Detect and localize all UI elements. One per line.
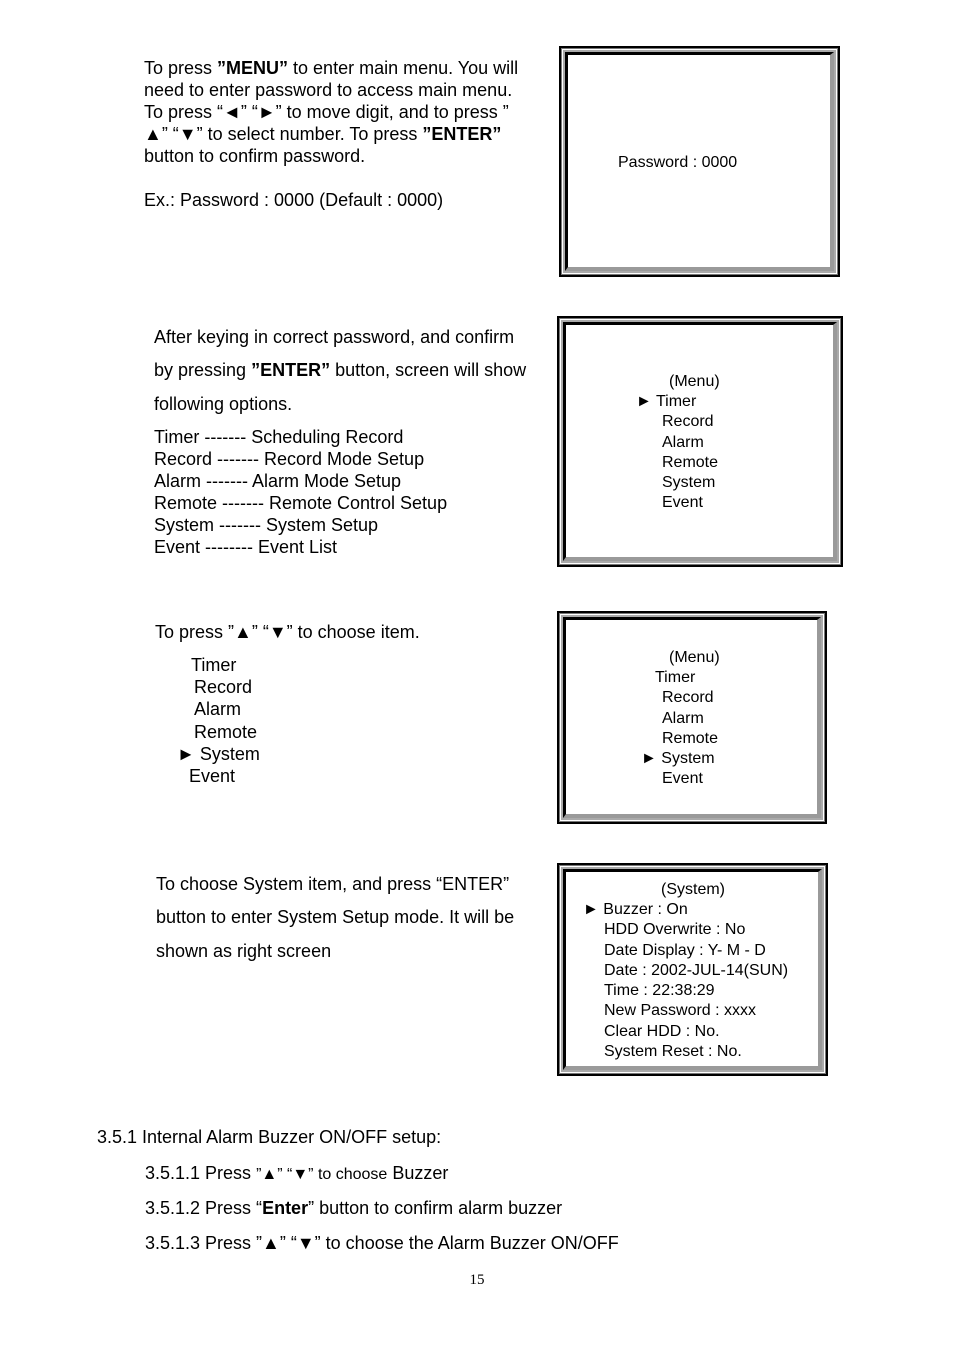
s1-line5: button to confirm password. xyxy=(144,146,366,166)
s3-item-record: Record xyxy=(194,677,253,697)
s2-option-event: Event -------- Event List xyxy=(154,537,338,557)
s5-enter-key: Enter xyxy=(262,1198,309,1218)
s1-line2: need to enter password to access main menu. xyxy=(144,80,513,100)
s5-step2-a: 3.5.1.2 Press “ xyxy=(145,1198,263,1218)
menu-screen-system xyxy=(557,611,827,824)
menu-screen-timer xyxy=(557,316,843,567)
menu-screen-timer-item-system: System xyxy=(662,474,716,491)
s3-item-event: Event xyxy=(189,766,236,786)
s4-line2: button to enter System Setup mode. It will be xyxy=(156,907,515,927)
menu-screen-timer-item-remote: Remote xyxy=(662,454,719,471)
s2-option-remote: Remote ------- Remote Control Setup xyxy=(154,493,448,513)
s1-line3: To press “◄” “►” to move digit, and to press ” xyxy=(144,102,509,122)
s1-menu-key: ”MENU” xyxy=(217,58,289,78)
s5-step2-c: ” button to confirm alarm buzzer xyxy=(308,1198,563,1218)
menu-screen-system-item-alarm: Alarm xyxy=(662,710,704,727)
s1-line4 xyxy=(144,123,501,145)
s2-line2 xyxy=(154,359,526,381)
system-screen-buzzer: ► Buzzer : On xyxy=(583,901,688,918)
s5-step3: 3.5.1.3 Press ”▲” “▼” to choose the Alarm Buzzer ON/OFF xyxy=(145,1233,619,1253)
s3-line1: To press ”▲” “▼” to choose item. xyxy=(155,622,420,642)
s2-option-system: System ------- System Setup xyxy=(154,515,379,535)
menu-screen-system-title: (Menu) xyxy=(669,649,720,666)
system-setup-screen xyxy=(557,863,828,1076)
system-screen-title: (System) xyxy=(661,881,725,898)
s5-step2 xyxy=(145,1197,562,1219)
s1-line1 xyxy=(144,57,518,79)
s2-line2-c: button, screen will show xyxy=(330,360,527,380)
s2-enter-key: ”ENTER” xyxy=(251,360,331,380)
s3-item-system: ► System xyxy=(177,744,260,764)
system-screen-time: Time : 22:38:29 xyxy=(604,982,715,999)
system-screen-clear-hdd: Clear HDD : No. xyxy=(604,1023,720,1040)
system-screen-date-display: Date Display : Y- M - D xyxy=(604,942,766,959)
s1-line4-a: ▲” “▼” to select number. To press xyxy=(144,124,423,144)
s3-item-remote: Remote xyxy=(194,722,258,742)
s2-option-record: Record ------- Record Mode Setup xyxy=(154,449,425,469)
s5-step1-a: 3.5.1.1 Press xyxy=(145,1163,257,1183)
s1-example: Ex.: Password : 0000 (Default : 0000) xyxy=(144,190,444,210)
s2-option-timer: Timer ------- Scheduling Record xyxy=(154,427,404,447)
menu-screen-system-item-system: ► System xyxy=(641,750,715,767)
menu-screen-timer-title: (Menu) xyxy=(669,373,720,390)
menu-screen-system-item-remote: Remote xyxy=(662,730,719,747)
menu-screen-system-item-timer: Timer xyxy=(655,669,696,686)
s2-line2-a: by pressing xyxy=(154,360,252,380)
menu-screen-system-item-event: Event xyxy=(662,770,703,787)
s2-line3: following options. xyxy=(154,394,293,414)
s1-line1-a: To press xyxy=(144,58,218,78)
s4-line3: shown as right screen xyxy=(156,941,332,961)
s1-line1-c: to enter main menu. You will xyxy=(288,58,519,78)
menu-screen-timer-item-record: Record xyxy=(662,413,714,430)
s5-step1 xyxy=(145,1162,448,1186)
system-screen-hdd-overwrite: HDD Overwrite : No xyxy=(604,921,746,938)
s5-heading: 3.5.1 Internal Alarm Buzzer ON/OFF setup: xyxy=(97,1127,442,1147)
menu-screen-timer-item-timer: ► Timer xyxy=(636,393,697,410)
s2-option-alarm: Alarm ------- Alarm Mode Setup xyxy=(154,471,402,491)
s5-step1-b: ”▲” “▼” to choose xyxy=(256,1166,388,1183)
password-screen-text: Password : 0000 xyxy=(618,154,738,171)
password-screen xyxy=(559,46,840,277)
s2-line1: After keying in correct password, and confirm xyxy=(154,327,515,347)
system-screen-new-password: New Password : xxxx xyxy=(604,1002,757,1019)
s3-item-alarm: Alarm xyxy=(194,699,242,719)
menu-screen-system-item-record: Record xyxy=(662,689,714,706)
s3-item-timer: Timer xyxy=(191,655,237,675)
menu-screen-timer-item-event: Event xyxy=(662,494,703,511)
menu-screen-timer-item-alarm: Alarm xyxy=(662,434,704,451)
s1-enter-key: ”ENTER” xyxy=(422,124,502,144)
page-number: 15 xyxy=(469,1272,485,1288)
system-screen-date: Date : 2002-JUL-14(SUN) xyxy=(604,962,789,979)
system-screen-system-reset: System Reset : No. xyxy=(604,1043,742,1060)
s4-line1: To choose System item, and press “ENTER” xyxy=(156,874,510,894)
s5-step1-c: Buzzer xyxy=(387,1163,449,1183)
